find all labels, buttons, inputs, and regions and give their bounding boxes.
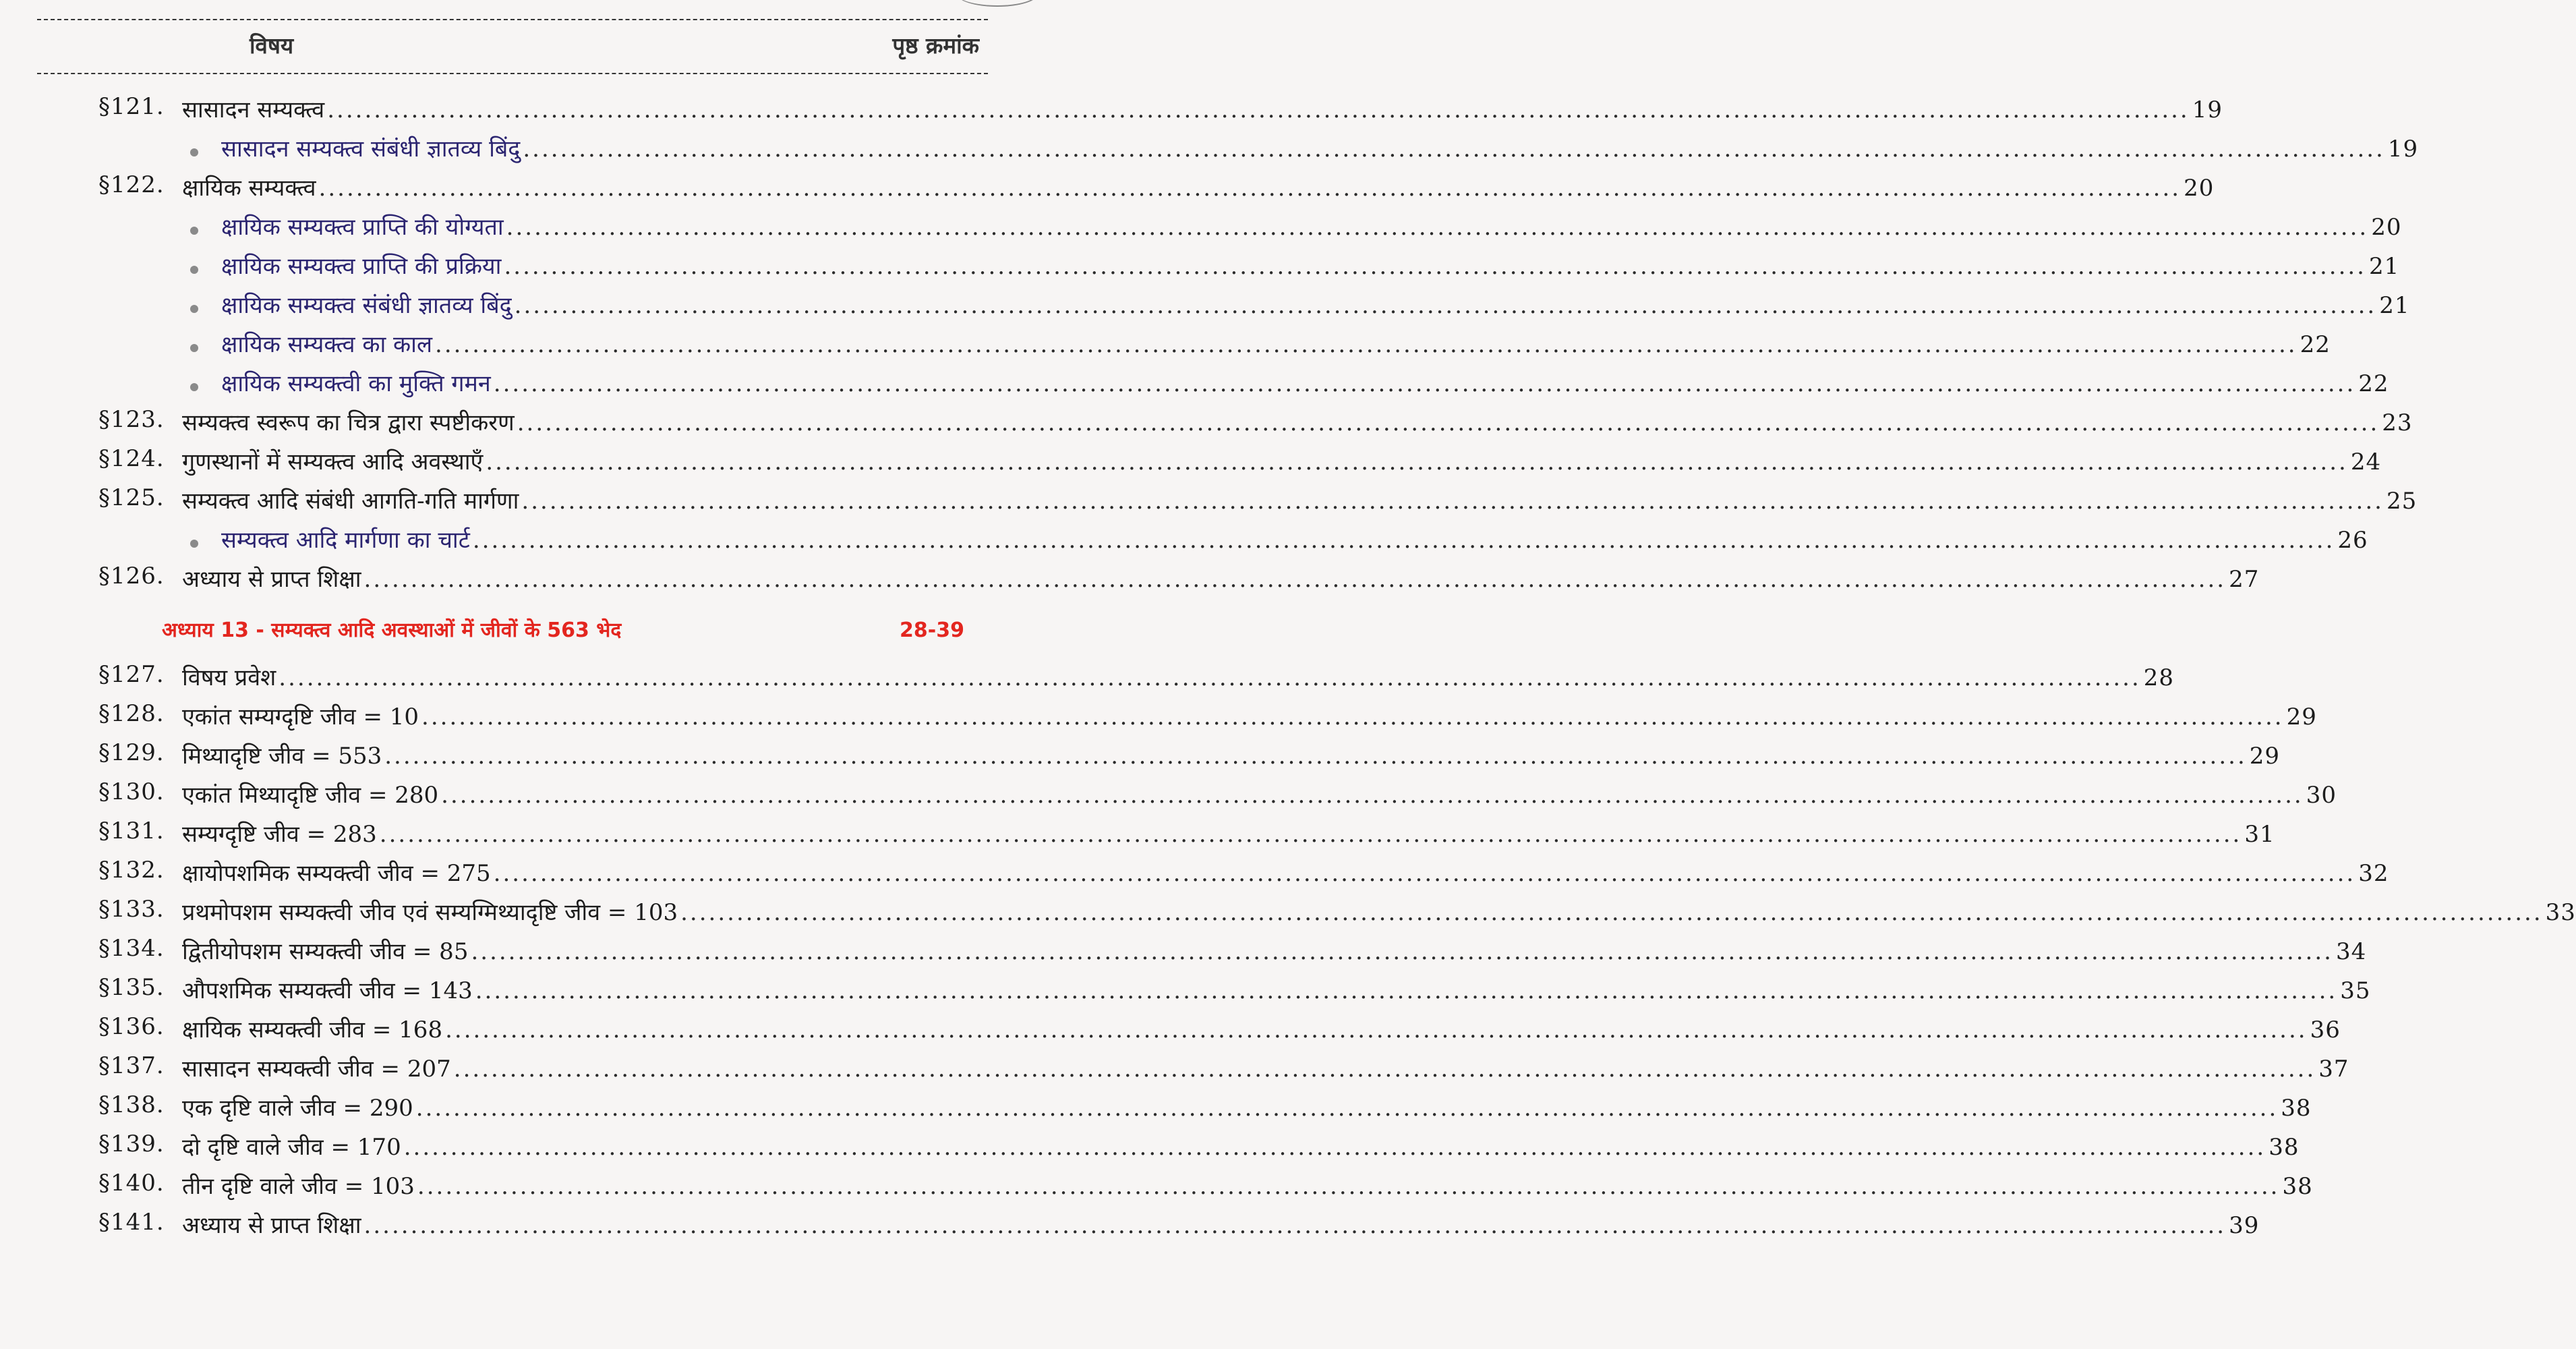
dot-leader: ........................................................................................................................................................................................................ [471,938,2333,965]
dot-leader: ........................................................................................................................................................................................................ [435,331,2297,358]
page-number: 22 [2300,331,2331,358]
dot-leader: ........................................................................................................................................................................................................ [363,1212,2227,1239]
page-number: 33 [2545,899,2576,926]
section-title: तीन दृष्टि वाले जीव = 103 [182,1173,415,1200]
section-title: सम्यक्त्व स्वरूप का चित्र द्वारा स्पष्टीकरण [182,409,515,436]
section-number: §132. [98,857,165,884]
dot-leader: ........................................................................................................................................................................................................ [379,821,2242,848]
toc-entry[interactable] [0,93,2223,131]
entry-line [182,661,2175,692]
dot-leader: ........................................................................................................................................................................................................ [521,488,2384,515]
section-title: अध्याय से प्राप्त शिक्षा [182,566,361,593]
page-number: 24 [2350,449,2382,476]
section-number: §140. [98,1170,165,1197]
dot-leader: ........................................................................................................................................................................................................ [493,370,2356,397]
entry-line [182,1013,2341,1044]
entry-line [182,817,2275,849]
section-title: प्रथमोपशम सम्यक्त्वी जीव एवं सम्यग्मिथ्यादृष्टि जीव = 103 [182,899,678,926]
section-number: §124. [98,445,165,472]
section-title: एकांत मिथ्यादृष्टि जीव = 280 [182,782,439,809]
toc-entry[interactable] [0,445,2382,483]
bullet-icon [190,344,198,352]
toc-entry[interactable] [0,817,2275,855]
subsection-title: सासादन सम्यक्त्व संबंधी ज्ञातव्य बिंदु [221,136,521,163]
toc-entry[interactable] [0,896,2576,934]
toc-entry[interactable] [0,1209,2260,1246]
dot-leader: ........................................................................................................................................................................................................ [363,566,2227,593]
entry-line [182,896,2576,927]
page-number: 38 [2282,1173,2313,1200]
bullet-icon [190,305,198,313]
toc-entry[interactable] [0,778,2337,816]
section-number: §139. [98,1130,165,1157]
entry-line [221,523,2368,554]
section-title: औपशमिक सम्यक्त्वी जीव = 143 [182,977,473,1004]
page-number: 27 [2229,566,2260,593]
section-number: §131. [98,817,165,844]
page-number: 36 [2310,1016,2341,1043]
page-number: 19 [2387,136,2419,163]
section-title: अध्याय से प्राप्त शिक्षा [182,1212,361,1239]
page-number: 35 [2340,977,2371,1004]
dot-leader: ........................................................................................................................................................................................................ [415,1095,2279,1122]
entry-line [221,289,2410,320]
bullet-icon [190,227,198,235]
page-number: 23 [2382,409,2413,436]
page-number: 30 [2306,782,2337,809]
header-dashed-rule [37,73,988,74]
dot-leader: ........................................................................................................................................................................................................ [486,449,2348,476]
section-number: §121. [98,93,165,120]
chapter-heading[interactable] [162,615,964,643]
page-number: 37 [2318,1056,2349,1083]
toc-entry[interactable] [0,563,2260,600]
chapter-title: अध्याय 13 - सम्यक्त्व आदि अवस्थाओं में जीवों के 563 भेद [162,619,622,642]
entry-line [182,778,2337,809]
section-title: एक दृष्टि वाले जीव = 290 [182,1095,413,1122]
page-number: 34 [2335,938,2367,965]
bullet-icon [190,540,198,548]
page-number: 29 [2249,743,2281,770]
section-title: क्षायिक सम्यक्त्वी जीव = 168 [182,1016,443,1043]
section-number: §134. [98,935,165,962]
toc-entry[interactable] [0,484,2418,522]
page-number: 21 [2369,253,2400,280]
subsection-title: सम्यक्त्व आदि मार्गणा का चार्ट [221,527,470,554]
entry-line [182,739,2281,770]
section-number: §137. [98,1052,165,1079]
toc-entry[interactable] [0,328,2331,366]
toc-entry[interactable] [0,700,2317,738]
entry-line [182,974,2371,1005]
section-title: सम्यग्दृष्टि जीव = 283 [182,821,377,848]
subsection-title: क्षायिक सम्यक्त्व प्राप्ति की प्रक्रिया [221,253,502,280]
toc-entry[interactable] [0,1170,2313,1207]
page-number: 19 [2192,96,2223,123]
toc-entry[interactable] [0,1130,2300,1168]
toc-entry[interactable] [0,289,2410,326]
toc-entry[interactable] [0,857,2389,894]
page-number: 26 [2337,527,2368,554]
toc-entry[interactable] [0,210,2402,248]
dot-leader: ........................................................................................................................................................................................................ [680,899,2543,926]
page-number: 25 [2386,488,2418,515]
bullet-icon [190,383,198,391]
dot-leader: ........................................................................................................................................................................................................ [417,1173,2280,1200]
section-number: §133. [98,896,165,923]
entry-line [221,250,2400,281]
toc-entry[interactable] [0,935,2367,973]
page-number: 38 [2281,1095,2312,1122]
entry-line [182,1209,2260,1240]
toc-entry[interactable] [0,367,2389,405]
toc-entry[interactable] [0,661,2175,699]
bullet-icon [190,266,198,274]
section-number: §130. [98,778,165,805]
chapter-pages: 28-39 [900,619,964,642]
section-number: §141. [98,1209,165,1236]
dot-leader: ........................................................................................................................................................................................................ [384,743,2247,770]
header-subject: विषय [250,32,294,59]
entry-line [182,1130,2300,1161]
section-number: §135. [98,974,165,1001]
dot-leader: ........................................................................................................................................................................................................ [441,782,2304,809]
dot-leader: ........................................................................................................................................................................................................ [453,1056,2316,1083]
entry-line [182,700,2317,731]
section-number: §125. [98,484,165,511]
entry-line [182,563,2260,594]
dot-leader: ........................................................................................................................................................................................................ [493,860,2356,887]
section-title: सम्यक्त्व आदि संबंधी आगति-गति मार्गणा [182,488,519,515]
entry-line [182,93,2223,124]
dot-leader: ........................................................................................................................................................................................................ [506,214,2369,241]
section-title: गुणस्थानों में सम्यक्त्व आदि अवस्थाएँ [182,449,484,476]
dot-leader: ........................................................................................................................................................................................................ [318,175,2182,202]
page-number: 20 [2371,214,2402,241]
entry-line [182,1052,2349,1083]
dot-leader: ........................................................................................................................................................................................................ [445,1016,2308,1043]
section-number: §123. [98,406,165,433]
section-number: §136. [98,1013,165,1040]
toc-entry[interactable] [0,171,2215,209]
dot-leader: ........................................................................................................................................................................................................ [327,96,2190,123]
entry-line [221,210,2402,241]
entry-line [182,935,2367,966]
dot-leader: ........................................................................................................................................................................................................ [523,136,2385,163]
subsection-title: क्षायिक सम्यक्त्व संबंधी ज्ञातव्य बिंदु [221,292,512,319]
page-number: 32 [2358,860,2389,887]
toc-entry[interactable] [0,974,2371,1012]
entry-line [182,1170,2313,1201]
section-title: सासादन सम्यक्त्वी जीव = 207 [182,1056,451,1083]
bullet-icon [190,148,198,156]
dot-leader: ........................................................................................................................................................................................................ [421,704,2284,730]
section-number: §122. [98,171,165,198]
section-title: क्षायोपशमिक सम्यक्त्वी जीव = 275 [182,860,491,887]
toc-entry[interactable] [0,406,2413,444]
header-page-number: पृष्ठ क्रमांक [892,32,979,59]
subsection-title: क्षायिक सम्यक्त्वी का मुक्ति गमन [221,370,491,397]
section-title: दो दृष्टि वाले जीव = 170 [182,1134,401,1161]
subsection-title: क्षायिक सम्यक्त्व का काल [221,331,433,358]
toc-entry[interactable] [0,523,2368,561]
section-number: §138. [98,1091,165,1118]
section-title: एकांत सम्यग्दृष्टि जीव = 10 [182,704,419,730]
section-number: §129. [98,739,165,766]
top-dashed-rule [37,19,988,20]
entry-line [221,367,2389,398]
toc-entry[interactable] [0,132,2419,170]
section-title: मिथ्यादृष्टि जीव = 553 [182,743,382,770]
section-title: विषय प्रवेश [182,664,276,691]
page-number: 29 [2286,704,2317,730]
subsection-title: क्षायिक सम्यक्त्व प्राप्ति की योग्यता [221,214,504,241]
entry-line [182,857,2389,888]
section-title: क्षायिक सम्यक्त्व [182,175,316,202]
section-number: §128. [98,700,165,727]
page-number: 38 [2268,1134,2300,1161]
dot-leader: ........................................................................................................................................................................................................ [403,1134,2266,1161]
entry-line [182,171,2215,202]
dot-leader: ........................................................................................................................................................................................................ [472,527,2335,554]
page-number: 21 [2379,292,2410,319]
page-number: 31 [2244,821,2275,848]
page-number: 22 [2358,370,2389,397]
entry-line [182,1091,2312,1122]
toc-entry[interactable] [0,250,2400,287]
entry-line [182,406,2413,437]
entry-line [221,328,2331,359]
dot-leader: ........................................................................................................................................................................................................ [514,292,2377,319]
entry-line [182,445,2382,476]
section-title: सासादन सम्यक्त्व [182,96,325,123]
dot-leader: ........................................................................................................................................................................................................ [279,664,2141,691]
page-number: 39 [2229,1212,2260,1239]
toc-entry[interactable] [0,739,2281,777]
section-title: द्वितीयोपशम सम्यक्त्वी जीव = 85 [182,938,469,965]
dot-leader: ........................................................................................................................................................................................................ [517,409,2380,436]
page-number: 20 [2184,175,2215,202]
toc-entry[interactable] [0,1091,2312,1129]
entry-line [221,132,2419,163]
toc-entry[interactable] [0,1013,2341,1051]
toc-entry[interactable] [0,1052,2349,1090]
section-number: §126. [98,563,165,590]
entry-line [182,484,2418,515]
page-number: 28 [2143,664,2175,691]
section-number: §127. [98,661,165,688]
dot-leader: ........................................................................................................................................................................................................ [475,977,2338,1004]
dot-leader: ........................................................................................................................................................................................................ [504,253,2366,280]
page-corner-curl [956,0,1038,7]
